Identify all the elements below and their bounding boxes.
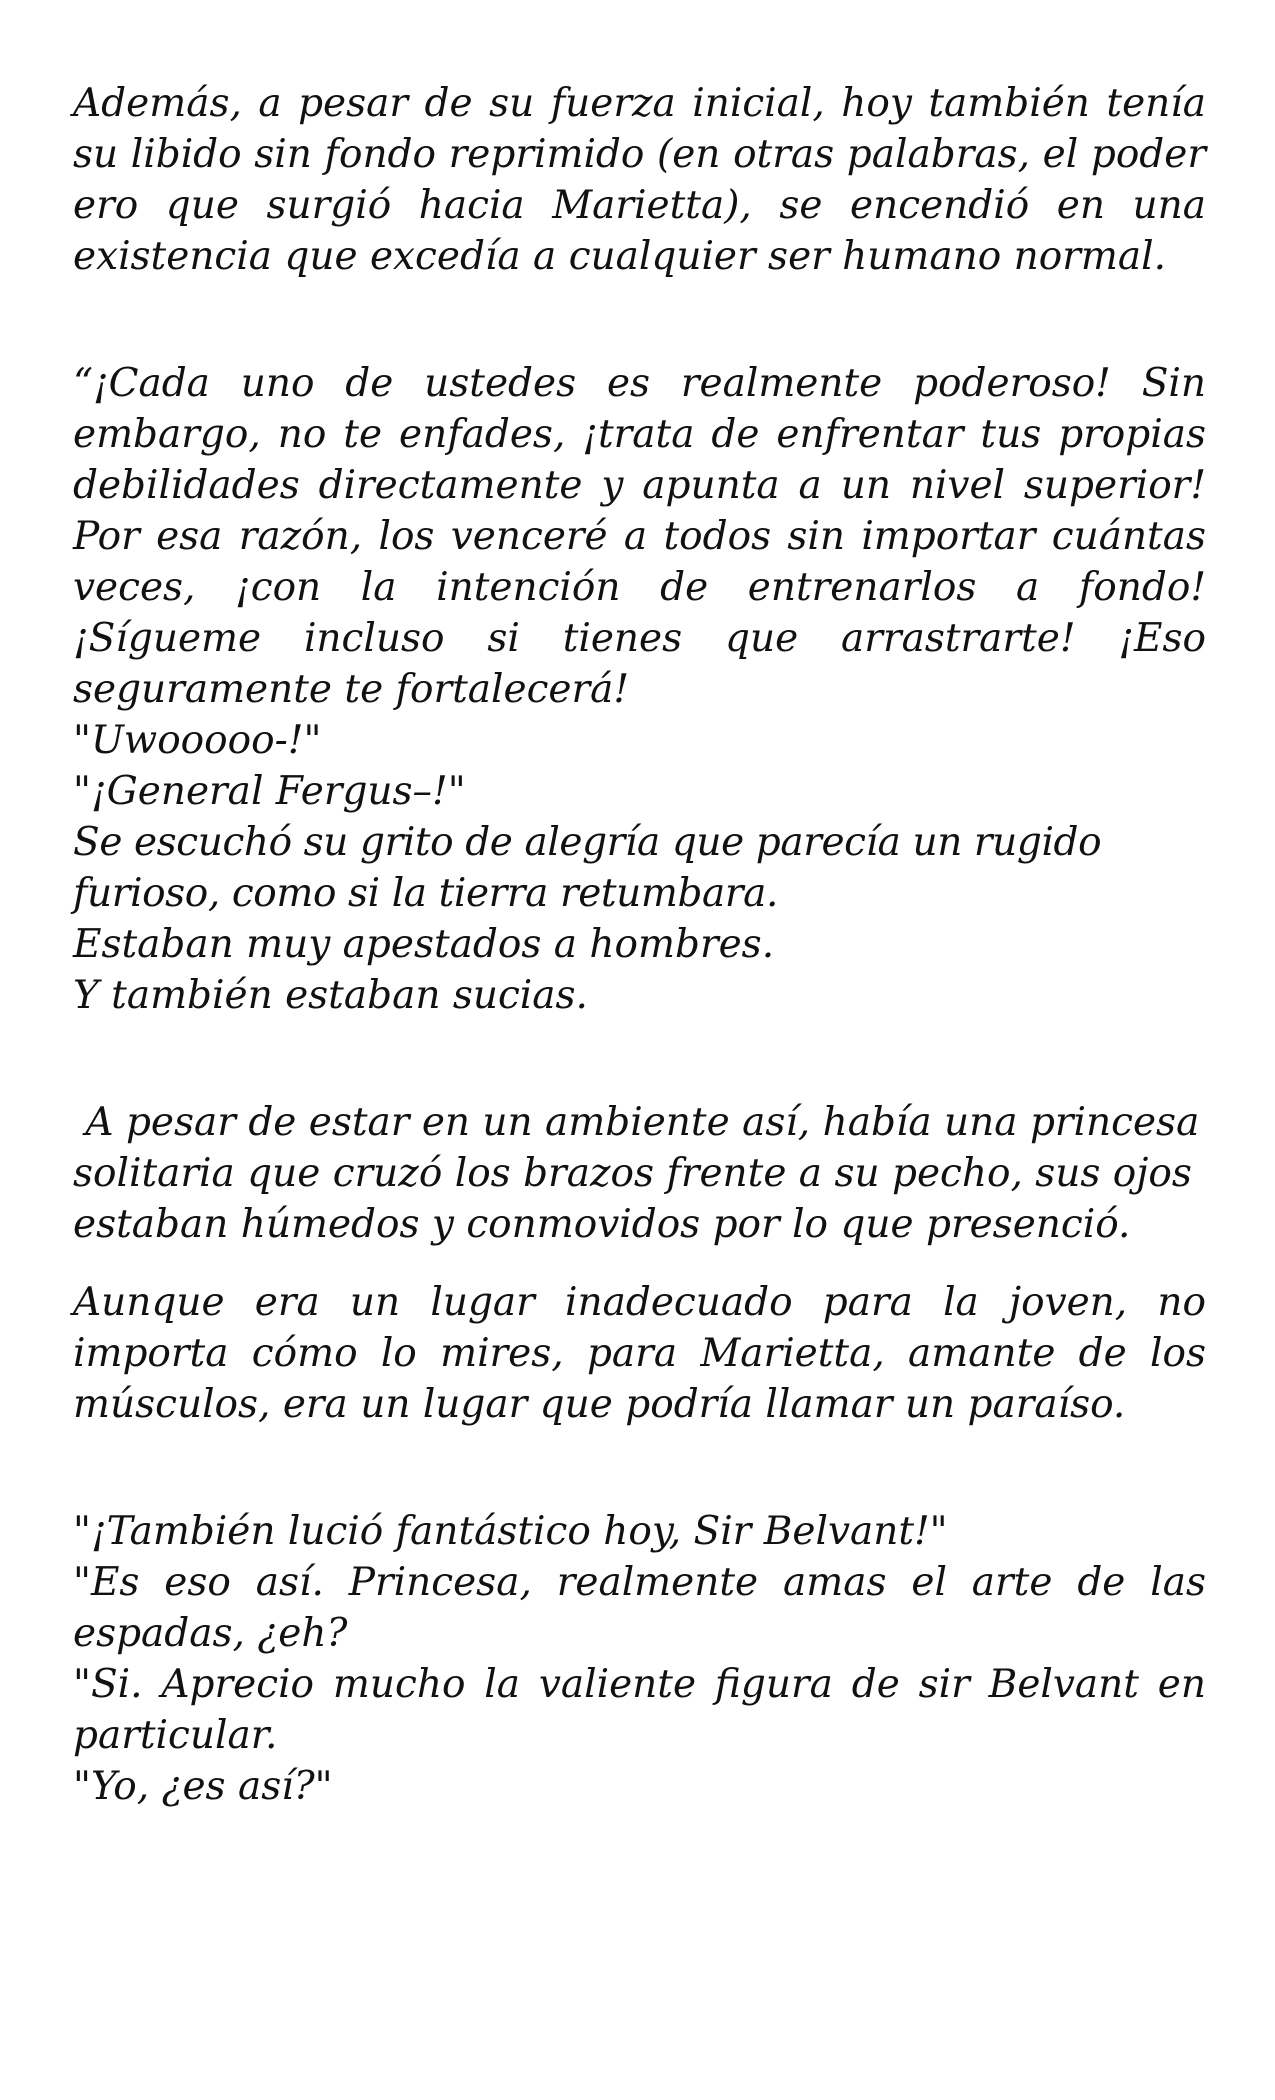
document-page	[73, 78, 1212, 1812]
paragraph-fuerza-inicial: Además, a pesar de su fuerza inicial, hoy también tenía su libido sin fondo reprimido (en otras palabras, el poder ero que surgió hacia Marietta), se encendió en una existencia que excedía a cualquier ser humano normal.	[73, 81, 1206, 279]
dialogue-arte-espadas: "Es eso así. Princesa, realmente amas el arte de las espadas, ¿eh?	[73, 1560, 1206, 1656]
paragraph-discurso-general: “¡Cada uno de ustedes es realmente poderoso! Sin embargo, no te enfades, ¡trata de enfrentar tus propias debilidades directamente y apunta a un nivel superior! Por esa razón, los venceré a todos sin importar cuántas veces, ¡con la intención de entrenarlos a fondo! ¡Sígueme incluso si tienes que arrastrarte! ¡Eso seguramente te fortalecerá!	[73, 361, 1206, 712]
dialogue-tambien-lucio: "¡También lució fantástico hoy, Sir Belvant!"	[73, 1509, 948, 1554]
dialogue-aprecio-figura: "Si. Aprecio mucho la valiente figura de sir Belvant en particular.	[73, 1662, 1206, 1758]
paragraph-princesa-solitaria: A pesar de estar en un ambiente así, había una princesa solitaria que cruzó los brazos frente a su pecho, sus ojos estaban húmedos y conmovidos por lo que presenció.	[73, 1100, 1212, 1247]
line-grito-alegria: Se escuchó su grito de alegría que parecía un rugido furioso, como si la tierra retumbara.	[73, 820, 1102, 916]
line-grito-uwooo: "Uwooooo-!"	[73, 718, 322, 763]
line-sucias: Y también estaban sucias.	[73, 973, 588, 1018]
line-general-fergus: "¡General Fergus–!"	[73, 769, 466, 814]
dialogue-yo-es-asi: "Yo, ¿es así?"	[73, 1764, 333, 1809]
line-apestados: Estaban muy apestados a hombres.	[73, 922, 775, 967]
paragraph-paraiso: Aunque era un lugar inadecuado para la joven, no importa cómo lo mires, para Marietta, amante de los músculos, era un lugar que podría llamar un paraíso.	[73, 1280, 1206, 1427]
